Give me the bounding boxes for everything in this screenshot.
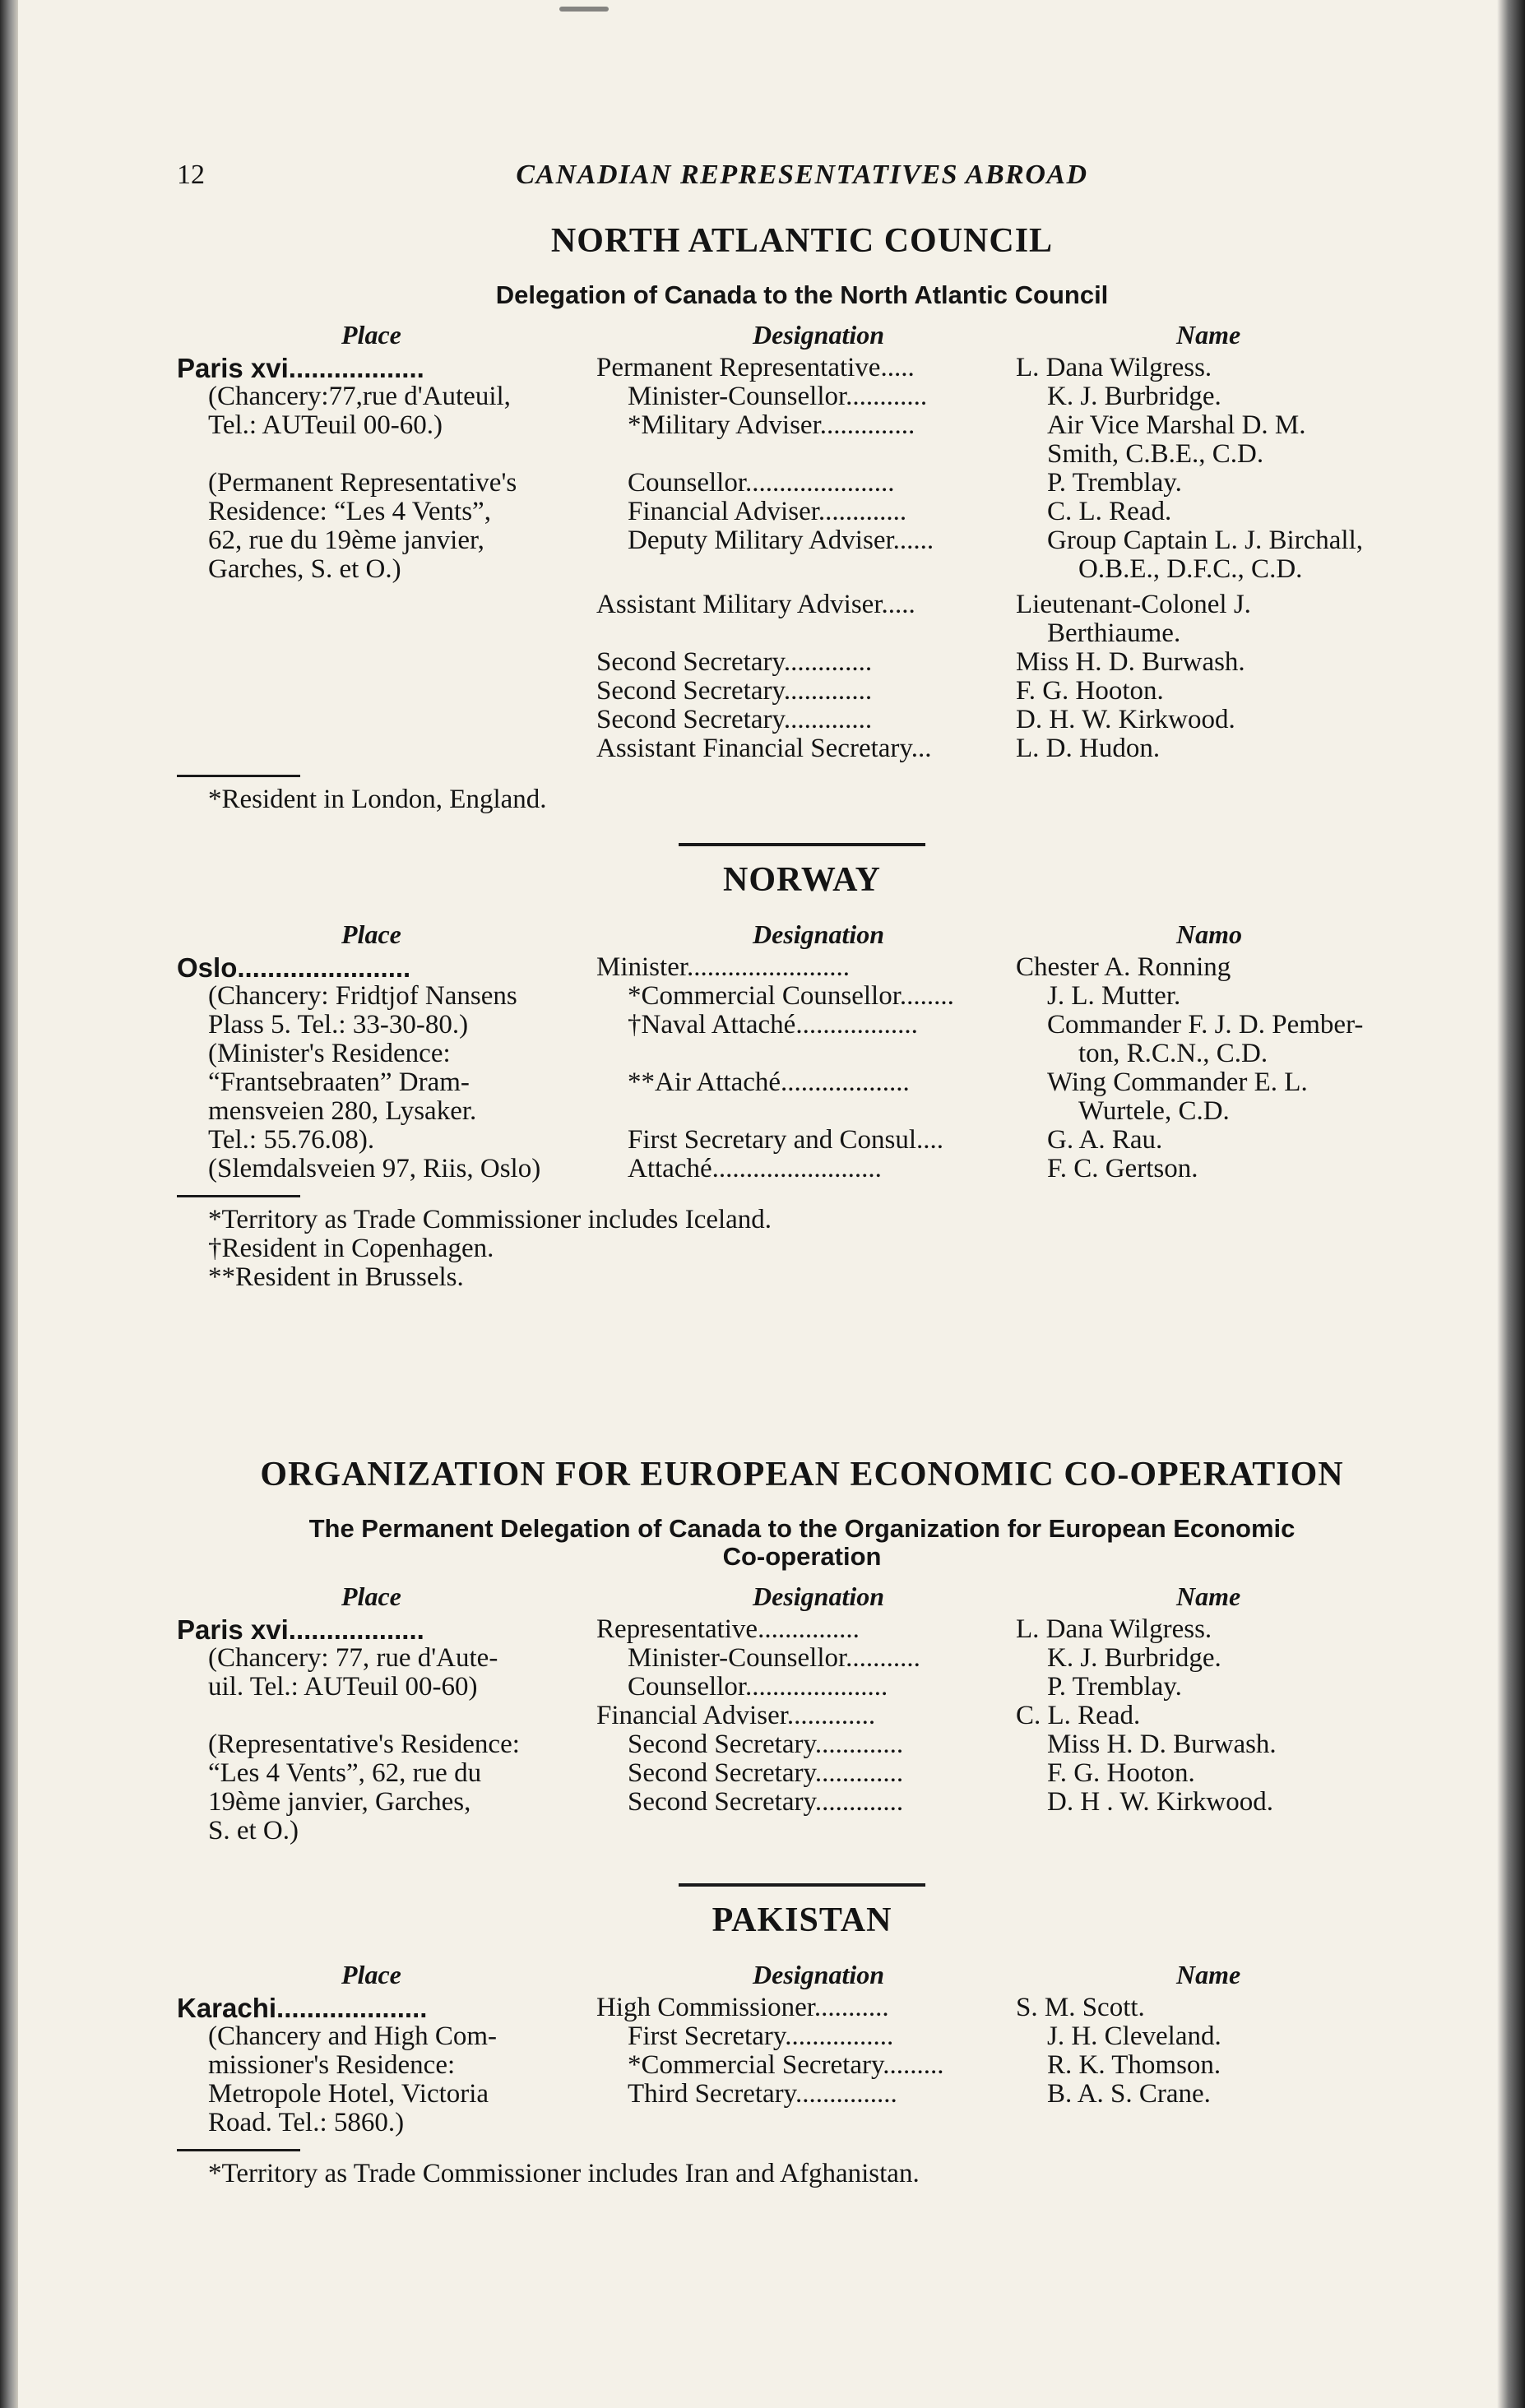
footnote: *Territory as Trade Commissioner includes Iceland. xyxy=(208,1205,772,1234)
person-name: J. H. Cleveland. xyxy=(1047,2021,1221,2051)
place-spacer xyxy=(177,648,596,677)
table-row xyxy=(177,1040,1427,1068)
person-name: Commander F. J. D. Pember- xyxy=(1047,1010,1364,1040)
table-row xyxy=(177,1615,1427,1644)
table-row xyxy=(177,555,1427,584)
place-detail: (Chancery: Fridtjof Nansens xyxy=(208,981,517,1011)
designation: Second Secretary............. xyxy=(596,676,873,706)
column-headers xyxy=(177,1961,1427,1994)
designation: *Military Adviser.............. xyxy=(628,410,915,440)
person-name: Miss H. D. Burwash. xyxy=(1016,647,1245,677)
page-right-edge xyxy=(1497,0,1525,2408)
table-row xyxy=(177,526,1427,555)
designation: First Secretary and Consul.... xyxy=(628,1125,944,1155)
table-row xyxy=(177,2109,1427,2137)
table-row xyxy=(177,1673,1427,1702)
designation: Counsellor...................... xyxy=(628,468,895,498)
place-main: Paris xvi.................. xyxy=(177,1614,424,1645)
footnote-rule xyxy=(177,775,300,777)
place-detail: Garches, S. et O.) xyxy=(208,554,401,584)
place-spacer xyxy=(177,706,596,734)
section-norway xyxy=(177,843,1427,1292)
place-detail: Tel.: AUTeuil 00-60.) xyxy=(208,410,443,440)
person-name: D. H . W. Kirkwood. xyxy=(1047,1787,1274,1817)
running-title: CANADIAN REPRESENTATIVES ABROAD xyxy=(516,160,1088,190)
footnote: †Resident in Copenhagen. xyxy=(208,1234,494,1263)
designation: Minister-Counsellor............ xyxy=(628,382,928,411)
designation-spacer xyxy=(596,619,1016,648)
designation: **Air Attaché................... xyxy=(628,1067,910,1097)
table-row xyxy=(177,1097,1427,1126)
place-detail: (Minister's Residence: xyxy=(208,1039,451,1068)
table-row xyxy=(177,619,1427,648)
col-header-name: Name xyxy=(1176,1581,1241,1611)
print-mark xyxy=(559,7,609,12)
designation: Financial Adviser............. xyxy=(596,1701,876,1730)
footnote-rule xyxy=(177,1195,300,1197)
place-detail: 19ème janvier, Garches, xyxy=(208,1787,471,1817)
table-row xyxy=(177,1068,1427,1097)
section-pakistan xyxy=(177,1883,1427,2188)
table-row xyxy=(177,440,1427,469)
subtitle-line: The Permanent Delegation of Canada to the Organization for European Economic xyxy=(308,1514,1296,1543)
place-detail: (Chancery:77,rue d'Auteuil, xyxy=(208,382,511,411)
person-name-continued: Wurtele, C.D. xyxy=(1078,1096,1230,1126)
table-row xyxy=(177,953,1427,982)
place-spacer xyxy=(177,734,596,763)
place-spacer xyxy=(177,1702,596,1730)
col-header-designation: Designation xyxy=(753,1960,885,1989)
table-row xyxy=(177,1759,1427,1788)
table-row xyxy=(177,1702,1427,1730)
document-page xyxy=(177,160,1427,2188)
place-detail: (Slemdalsveien 97, Riis, Oslo) xyxy=(208,1154,541,1183)
col-header-name: Namo xyxy=(1176,919,1242,949)
person-name: Group Captain L. J. Birchall, xyxy=(1047,526,1364,555)
table-row xyxy=(177,1994,1427,2022)
person-name: P. Tremblay. xyxy=(1047,468,1182,498)
section-title: ORGANIZATION FOR EUROPEAN ECONOMIC CO-OPERATION xyxy=(260,1456,1344,1493)
name-spacer xyxy=(1047,2109,1427,2137)
designation: Assistant Financial Secretary... xyxy=(596,734,932,763)
place-main: Karachi.................... xyxy=(177,1993,428,2023)
place-detail: Plass 5. Tel.: 33-30-80.) xyxy=(208,1010,469,1040)
col-header-designation: Designation xyxy=(753,919,885,949)
person-name: G. A. Rau. xyxy=(1047,1125,1163,1155)
person-name: R. K. Thomson. xyxy=(1047,2050,1221,2080)
place-detail: Metropole Hotel, Victoria xyxy=(208,2079,489,2109)
place-detail: mensveien 280, Lysaker. xyxy=(208,1096,477,1126)
column-headers xyxy=(177,321,1427,354)
col-header-place: Place xyxy=(341,919,401,949)
section-divider xyxy=(679,843,925,846)
section-divider xyxy=(679,1883,925,1887)
designation: Representative............... xyxy=(596,1614,860,1644)
person-name: K. J. Burbridge. xyxy=(1047,1643,1221,1673)
table-row xyxy=(177,1817,1427,1845)
person-name: P. Tremblay. xyxy=(1047,1672,1182,1702)
designation: †Naval Attaché.................. xyxy=(628,1010,918,1040)
table-row xyxy=(177,2022,1427,2051)
designation-spacer xyxy=(628,1097,1047,1126)
name-spacer xyxy=(1047,1817,1427,1845)
col-header-name: Name xyxy=(1176,320,1241,350)
place-detail: (Permanent Representative's xyxy=(208,468,517,498)
table-row xyxy=(177,354,1427,382)
place-detail: “Frantsebraaten” Dram- xyxy=(208,1067,470,1097)
person-name: B. A. S. Crane. xyxy=(1047,2079,1211,2109)
table-row xyxy=(177,706,1427,734)
person-name: F. G. Hooton. xyxy=(1047,1758,1195,1788)
designation: Second Secretary............. xyxy=(596,705,873,734)
table-row xyxy=(177,469,1427,498)
place-detail: Residence: “Les 4 Vents”, xyxy=(208,497,491,526)
person-name: D. H. W. Kirkwood. xyxy=(1016,705,1235,734)
table-row xyxy=(177,498,1427,526)
person-name: J. L. Mutter. xyxy=(1047,981,1181,1011)
section-subtitle xyxy=(177,1515,1427,1571)
staff-table xyxy=(177,354,1427,763)
table-row xyxy=(177,1011,1427,1040)
place-detail: missioner's Residence: xyxy=(208,2050,456,2080)
place-detail: (Chancery and High Com- xyxy=(208,2021,497,2051)
col-header-place: Place xyxy=(341,1960,401,1989)
designation: Attaché......................... xyxy=(628,1154,882,1183)
col-header-place: Place xyxy=(341,1581,401,1611)
column-headers xyxy=(177,1582,1427,1615)
place-detail: “Les 4 Vents”, 62, rue du xyxy=(208,1758,482,1788)
col-header-name: Name xyxy=(1176,1960,1241,1989)
person-name: K. J. Burbridge. xyxy=(1047,382,1221,411)
place-spacer xyxy=(177,440,596,469)
designation-spacer xyxy=(628,1040,1047,1068)
designation-spacer xyxy=(628,1817,1047,1845)
table-row xyxy=(177,1126,1427,1155)
designation: Financial Adviser............. xyxy=(628,497,907,526)
place-spacer xyxy=(177,677,596,706)
section-oeec xyxy=(177,1456,1427,1845)
place-detail: 62, rue du 19ème janvier, xyxy=(208,526,484,555)
footnote: **Resident in Brussels. xyxy=(208,1262,464,1292)
person-name: Chester A. Ronning xyxy=(1016,952,1231,982)
col-header-place: Place xyxy=(341,320,401,350)
column-headers xyxy=(177,920,1427,953)
designation: Second Secretary............. xyxy=(628,1730,904,1759)
place-detail: Tel.: 55.76.08). xyxy=(208,1125,375,1155)
person-name: S. M. Scott. xyxy=(1016,1993,1145,2022)
page-number: 12 xyxy=(177,160,205,190)
person-name-continued: ton, R.C.N., C.D. xyxy=(1078,1039,1268,1068)
footnote: *Territory as Trade Commissioner includes Iran and Afghanistan. xyxy=(208,2159,920,2188)
staff-table xyxy=(177,1615,1427,1845)
person-name: L. D. Hudon. xyxy=(1016,734,1161,763)
person-name: Wing Commander E. L. xyxy=(1047,1067,1308,1097)
table-row xyxy=(177,2080,1427,2109)
table-row xyxy=(177,1788,1427,1817)
designation: Permanent Representative..... xyxy=(596,353,915,382)
col-header-designation: Designation xyxy=(753,1581,885,1611)
subtitle-line: Co-operation xyxy=(722,1542,882,1571)
designation-spacer xyxy=(628,2109,1047,2137)
section-title: NORTH ATLANTIC COUNCIL xyxy=(550,222,1054,260)
designation: Minister........................ xyxy=(596,952,851,982)
place-main: Oslo....................... xyxy=(177,952,411,983)
table-row xyxy=(177,411,1427,440)
table-row xyxy=(177,677,1427,706)
person-name: Air Vice Marshal D. M. xyxy=(1047,410,1306,440)
designation: High Commissioner........... xyxy=(596,1993,889,2022)
table-row xyxy=(177,982,1427,1011)
designation: Second Secretary............. xyxy=(628,1758,904,1788)
page-binding-edge xyxy=(0,0,18,2408)
table-row xyxy=(177,382,1427,411)
designation: *Commercial Counsellor........ xyxy=(628,981,954,1011)
designation: Counsellor..................... xyxy=(628,1672,888,1702)
place-spacer xyxy=(177,590,596,619)
staff-table xyxy=(177,1994,1427,2137)
person-name-continued: O.B.E., D.F.C., C.D. xyxy=(1078,554,1303,584)
place-detail: S. et O.) xyxy=(208,1816,299,1845)
table-row xyxy=(177,734,1427,763)
designation: Third Secretary............... xyxy=(628,2079,897,2109)
designation: Minister-Counsellor........... xyxy=(628,1643,920,1673)
section-subtitle: Delegation of Canada to the North Atlantic Council xyxy=(495,280,1109,309)
person-name-continued: Berthiaume. xyxy=(1047,618,1181,648)
person-name-continued: Smith, C.B.E., C.D. xyxy=(1047,439,1264,469)
place-spacer xyxy=(177,619,596,648)
table-row xyxy=(177,1155,1427,1183)
person-name: C. L. Read. xyxy=(1016,1701,1141,1730)
place-detail: uil. Tel.: AUTeuil 00-60) xyxy=(208,1672,478,1702)
place-main: Paris xvi.................. xyxy=(177,353,424,383)
designation: *Commercial Secretary......... xyxy=(628,2050,944,2080)
person-name: L. Dana Wilgress. xyxy=(1016,1614,1212,1644)
staff-table xyxy=(177,953,1427,1183)
person-name: Miss H. D. Burwash. xyxy=(1047,1730,1277,1759)
table-row xyxy=(177,1730,1427,1759)
designation-spacer xyxy=(628,555,1047,584)
designation: First Secretary................ xyxy=(628,2021,894,2051)
table-row xyxy=(177,648,1427,677)
table-row xyxy=(177,1644,1427,1673)
place-detail: (Representative's Residence: xyxy=(208,1730,520,1759)
person-name: F. G. Hooton. xyxy=(1016,676,1164,706)
table-row xyxy=(177,590,1427,619)
section-title: PAKISTAN xyxy=(712,1901,892,1939)
designation: Assistant Military Adviser..... xyxy=(596,590,915,619)
person-name: Lieutenant-Colonel J. xyxy=(1016,590,1251,619)
footnote-rule xyxy=(177,2149,300,2151)
table-row xyxy=(177,2051,1427,2080)
section-title: NORWAY xyxy=(722,861,881,899)
designation: Second Secretary............. xyxy=(628,1787,904,1817)
person-name: F. C. Gertson. xyxy=(1047,1154,1198,1183)
designation: Deputy Military Adviser...... xyxy=(628,526,934,555)
person-name: C. L. Read. xyxy=(1047,497,1172,526)
place-detail: (Chancery: 77, rue d'Aute- xyxy=(208,1643,498,1673)
col-header-designation: Designation xyxy=(753,320,885,350)
designation-spacer xyxy=(596,440,1016,469)
place-detail: Road. Tel.: 5860.) xyxy=(208,2108,405,2137)
section-north-atlantic-council xyxy=(177,222,1427,814)
person-name: L. Dana Wilgress. xyxy=(1016,353,1212,382)
running-header xyxy=(177,160,1427,193)
designation: Second Secretary............. xyxy=(596,647,873,677)
footnote: *Resident in London, England. xyxy=(208,785,547,814)
